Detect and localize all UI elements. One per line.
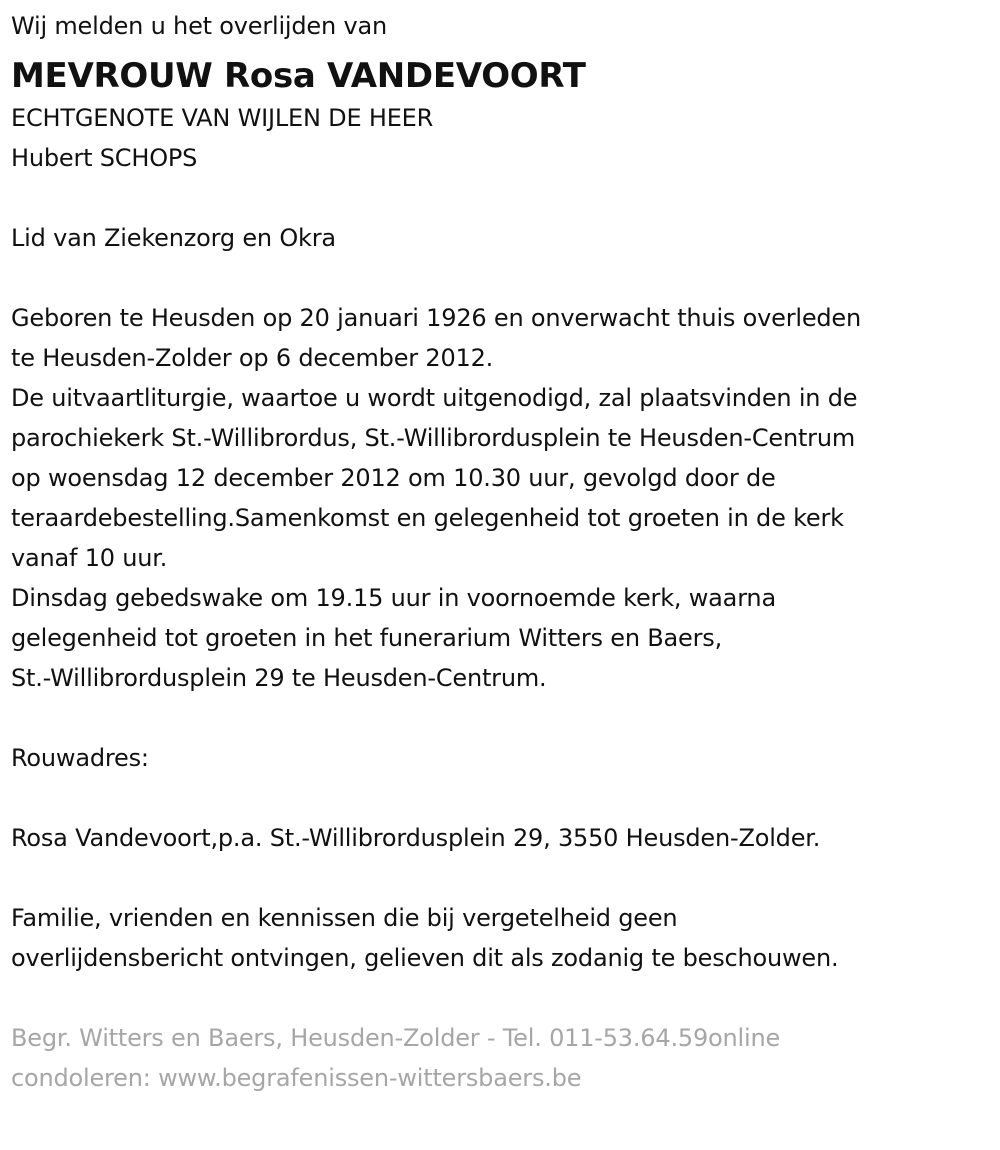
spouse-name: Hubert SCHOPS [11, 144, 198, 172]
body-line: teraardebestelling.Samenkomst en gelegenheid tot groeten in de kerk [11, 504, 844, 532]
membership-text: Lid van Ziekenzorg en Okra [11, 224, 336, 252]
body-line: De uitvaartliturgie, waartoe u wordt uitgenodigd, zal plaatsvinden in de [11, 384, 858, 412]
body-line: parochiekerk St.-Willibrordus, St.-Willibrordusplein te Heusden-Centrum [11, 424, 856, 452]
body-line: St.-Willibrordusplein 29 te Heusden-Centrum. [11, 664, 547, 692]
body-paragraph [11, 298, 980, 698]
body-line: Geboren te Heusden op 20 januari 1926 en onverwacht thuis overleden [11, 304, 862, 332]
funeral-home-footer [11, 1018, 980, 1098]
spacer [11, 178, 980, 218]
address-label: Rouwadres: [11, 744, 149, 772]
notice-line: overlijdensbericht ontvingen, gelieven dit als zodanig te beschouwen. [11, 944, 839, 972]
spacer [11, 698, 980, 738]
spacer [11, 858, 980, 898]
body-line: gelegenheid tot groeten in het funerarium Witters en Baers, [11, 624, 723, 652]
body-line: te Heusden-Zolder op 6 december 2012. [11, 344, 494, 372]
deceased-name: MEVROUW Rosa VANDEVOORT [11, 56, 586, 96]
notice-line: Familie, vrienden en kennissen die bij vergetelheid geen [11, 904, 678, 932]
footer-line: condoleren: www.begrafenissen-wittersbaers.be [11, 1064, 582, 1092]
footer-line: Begr. Witters en Baers, Heusden-Zolder - Tel. 011-53.64.59online [11, 1024, 781, 1052]
notice-paragraph [11, 898, 980, 978]
body-line: vanaf 10 uur. [11, 544, 168, 572]
spacer [11, 778, 980, 818]
body-line: Dinsdag gebedswake om 19.15 uur in voornoemde kerk, waarna [11, 584, 776, 612]
intro-text: Wij melden u het overlijden van [11, 12, 387, 40]
body-line: op woensdag 12 december 2012 om 10.30 uur, gevolgd door de [11, 464, 776, 492]
spacer [11, 258, 980, 298]
spouse-label: ECHTGENOTE VAN WIJLEN DE HEER [11, 104, 434, 132]
spacer [11, 978, 980, 1018]
mourning-address: Rosa Vandevoort,p.a. St.-Willibrordusplein 29, 3550 Heusden-Zolder. [11, 824, 821, 852]
